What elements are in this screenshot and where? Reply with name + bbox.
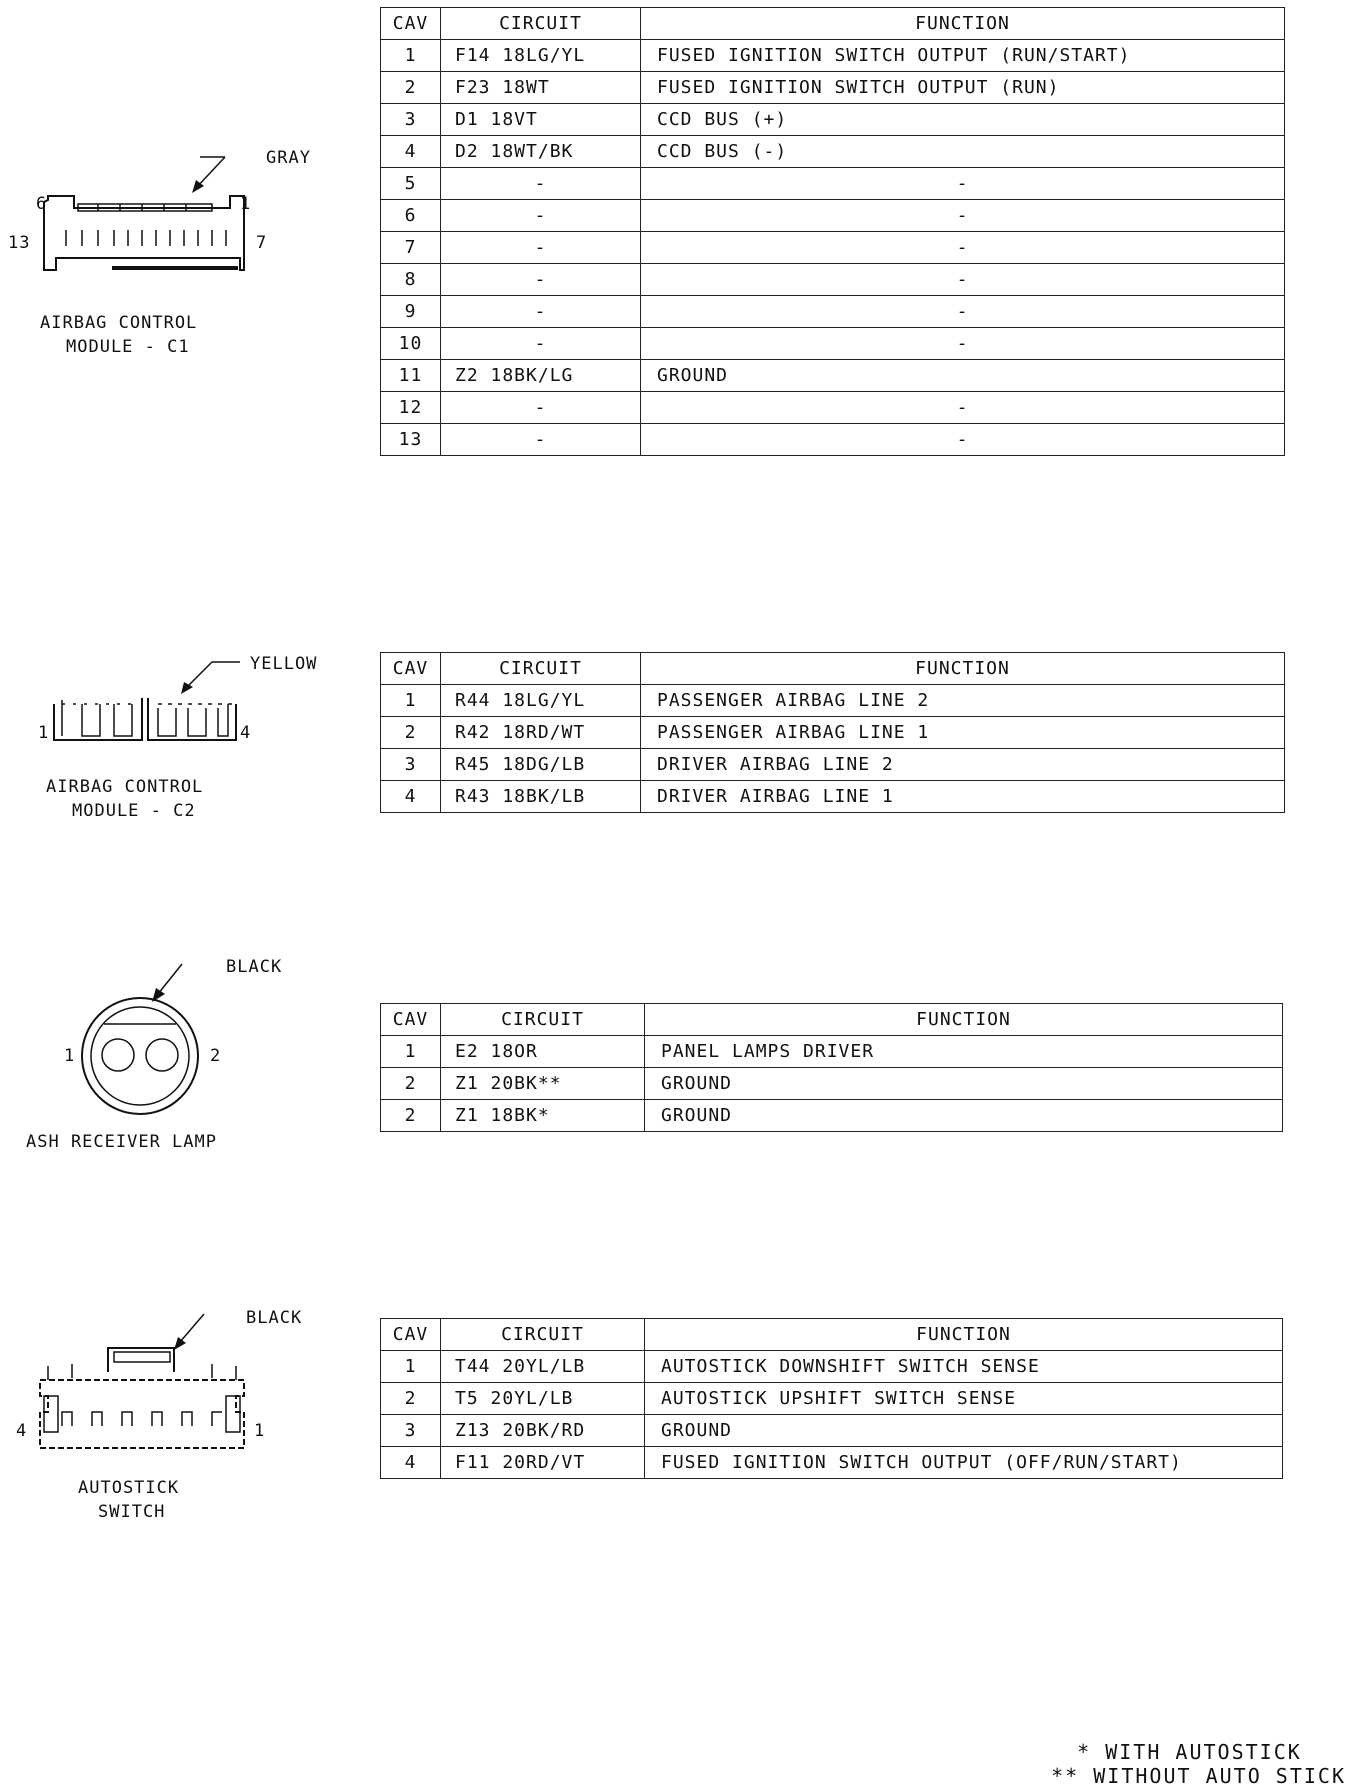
circuit-cell: Z1 20BK** xyxy=(441,1068,645,1100)
cav-cell: 2 xyxy=(381,717,441,749)
footnotes xyxy=(1051,1740,1346,1788)
function-cell: PASSENGER AIRBAG LINE 1 xyxy=(641,717,1285,749)
pointer-arrow-icon xyxy=(186,662,212,688)
pin-label: 4 xyxy=(240,723,252,743)
connector-name: AUTOSTICK xyxy=(78,1478,180,1498)
function-cell: - xyxy=(641,328,1285,360)
table-row xyxy=(381,717,1285,749)
cav-cell: 2 xyxy=(381,72,441,104)
color-label: BLACK xyxy=(226,957,283,977)
table-row xyxy=(381,1068,1283,1100)
circuit-cell: T5 20YL/LB xyxy=(441,1383,645,1415)
circuit-cell: E2 18OR xyxy=(441,1036,645,1068)
circuit-cell: D1 18VT xyxy=(441,104,641,136)
cav-cell: 4 xyxy=(381,1447,441,1479)
table-row xyxy=(381,136,1285,168)
circuit-cell: - xyxy=(441,168,641,200)
circuit-cell: R43 18BK/LB xyxy=(441,781,641,813)
connector-name: MODULE - C2 xyxy=(72,801,196,821)
table-row xyxy=(381,168,1285,200)
circuit-cell: R42 18RD/WT xyxy=(441,717,641,749)
cav-cell: 10 xyxy=(381,328,441,360)
circuit-cell: Z2 18BK/LG xyxy=(441,360,641,392)
column-header-cav: CAV xyxy=(381,1319,441,1351)
table-row xyxy=(381,1415,1283,1447)
pin-label: 13 xyxy=(8,233,31,253)
cav-cell: 12 xyxy=(381,392,441,424)
circuit-cell: Z1 18BK* xyxy=(441,1100,645,1132)
table-row xyxy=(381,1351,1283,1383)
connector-diagram-ash-receiver xyxy=(0,950,340,1170)
circuit-cell: F11 20RD/VT xyxy=(441,1447,645,1479)
function-cell: GROUND xyxy=(645,1068,1283,1100)
table-row xyxy=(381,72,1285,104)
cav-cell: 13 xyxy=(381,424,441,456)
pin-label: 7 xyxy=(256,233,268,253)
circuit-cell: - xyxy=(441,424,641,456)
table-header-row xyxy=(381,653,1285,685)
pin-label: 6 xyxy=(36,194,48,214)
connector-name: AIRBAG CONTROL xyxy=(46,777,204,797)
cav-cell: 11 xyxy=(381,360,441,392)
circuit-cell: R44 18LG/YL xyxy=(441,685,641,717)
table-row xyxy=(381,360,1285,392)
table-row xyxy=(381,328,1285,360)
connector-name: SWITCH xyxy=(98,1502,166,1522)
circuit-cell: D2 18WT/BK xyxy=(441,136,641,168)
column-header-cav: CAV xyxy=(381,1004,441,1036)
column-header-function: FUNCTION xyxy=(641,8,1285,40)
connector-diagram-c2 xyxy=(0,640,340,820)
connector-diagram-c1 xyxy=(0,130,340,370)
function-cell: - xyxy=(641,168,1285,200)
circuit-cell: - xyxy=(441,392,641,424)
cav-cell: 8 xyxy=(381,264,441,296)
cav-cell: 3 xyxy=(381,749,441,781)
circuit-cell: - xyxy=(441,328,641,360)
pinout-table-c1 xyxy=(380,7,1285,456)
function-cell: GROUND xyxy=(645,1415,1283,1447)
table-row xyxy=(381,1036,1283,1068)
cav-cell: 1 xyxy=(381,40,441,72)
function-cell: DRIVER AIRBAG LINE 2 xyxy=(641,749,1285,781)
function-cell: DRIVER AIRBAG LINE 1 xyxy=(641,781,1285,813)
connector-name: ASH RECEIVER LAMP xyxy=(26,1132,217,1152)
table-row xyxy=(381,264,1285,296)
column-header-circuit: CIRCUIT xyxy=(441,1319,645,1351)
column-header-circuit: CIRCUIT xyxy=(441,653,641,685)
function-cell: - xyxy=(641,392,1285,424)
circuit-cell: R45 18DG/LB xyxy=(441,749,641,781)
cav-cell: 1 xyxy=(381,1036,441,1068)
column-header-function: FUNCTION xyxy=(641,653,1285,685)
pin-label: 1 xyxy=(254,1421,266,1441)
function-cell: GROUND xyxy=(645,1100,1283,1132)
cav-cell: 1 xyxy=(381,685,441,717)
circuit-cell: - xyxy=(441,264,641,296)
function-cell: FUSED IGNITION SWITCH OUTPUT (OFF/RUN/START) xyxy=(645,1447,1283,1479)
function-cell: AUTOSTICK DOWNSHIFT SWITCH SENSE xyxy=(645,1351,1283,1383)
column-header-cav: CAV xyxy=(381,8,441,40)
table-header-row xyxy=(381,8,1285,40)
cav-cell: 4 xyxy=(381,781,441,813)
cav-cell: 7 xyxy=(381,232,441,264)
function-cell: FUSED IGNITION SWITCH OUTPUT (RUN/START) xyxy=(641,40,1285,72)
column-header-function: FUNCTION xyxy=(645,1004,1283,1036)
connector-name: AIRBAG CONTROL xyxy=(40,313,198,333)
circuit-cell: F14 18LG/YL xyxy=(441,40,641,72)
table-row xyxy=(381,781,1285,813)
pin-label: 1 xyxy=(64,1046,76,1066)
pin-label: 1 xyxy=(240,194,252,214)
cav-cell: 5 xyxy=(381,168,441,200)
function-cell: PASSENGER AIRBAG LINE 2 xyxy=(641,685,1285,717)
cav-cell: 2 xyxy=(381,1100,441,1132)
footnote: * WITH AUTOSTICK xyxy=(1077,1740,1302,1764)
function-cell: - xyxy=(641,424,1285,456)
cav-cell: 1 xyxy=(381,1351,441,1383)
column-header-function: FUNCTION xyxy=(645,1319,1283,1351)
footnote: ** WITHOUT AUTO STICK xyxy=(1051,1764,1346,1788)
circuit-cell: F23 18WT xyxy=(441,72,641,104)
color-label: GRAY xyxy=(266,148,311,168)
table-row xyxy=(381,1383,1283,1415)
table-row xyxy=(381,40,1285,72)
table-row xyxy=(381,424,1285,456)
column-header-cav: CAV xyxy=(381,653,441,685)
cav-cell: 4 xyxy=(381,136,441,168)
connector-name: MODULE - C1 xyxy=(66,337,190,357)
table-row xyxy=(381,749,1285,781)
circuit-cell: T44 20YL/LB xyxy=(441,1351,645,1383)
pin-label: 2 xyxy=(210,1046,222,1066)
cav-cell: 3 xyxy=(381,1415,441,1447)
function-cell: CCD BUS (+) xyxy=(641,104,1285,136)
cav-cell: 2 xyxy=(381,1383,441,1415)
function-cell: - xyxy=(641,232,1285,264)
color-label: BLACK xyxy=(246,1308,303,1328)
pinout-table-ash-receiver xyxy=(380,1003,1283,1132)
cav-cell: 9 xyxy=(381,296,441,328)
table-row xyxy=(381,1447,1283,1479)
column-header-circuit: CIRCUIT xyxy=(441,1004,645,1036)
table-row xyxy=(381,296,1285,328)
table-row xyxy=(381,104,1285,136)
function-cell: CCD BUS (-) xyxy=(641,136,1285,168)
cav-cell: 6 xyxy=(381,200,441,232)
table-header-row xyxy=(381,1319,1283,1351)
circuit-cell: - xyxy=(441,296,641,328)
table-row xyxy=(381,685,1285,717)
connector-diagram-autostick xyxy=(0,1300,340,1530)
pin-label: 1 xyxy=(38,723,50,743)
function-cell: AUTOSTICK UPSHIFT SWITCH SENSE xyxy=(645,1383,1283,1415)
function-cell: - xyxy=(641,264,1285,296)
column-header-circuit: CIRCUIT xyxy=(441,8,641,40)
cav-cell: 2 xyxy=(381,1068,441,1100)
function-cell: GROUND xyxy=(641,360,1285,392)
function-cell: - xyxy=(641,296,1285,328)
pinout-table-c2 xyxy=(380,652,1285,813)
pointer-arrow-icon xyxy=(158,964,182,994)
color-label: YELLOW xyxy=(250,654,318,674)
function-cell: - xyxy=(641,200,1285,232)
pinout-table-autostick xyxy=(380,1318,1283,1479)
function-cell: FUSED IGNITION SWITCH OUTPUT (RUN) xyxy=(641,72,1285,104)
table-header-row xyxy=(381,1004,1283,1036)
circuit-cell: - xyxy=(441,200,641,232)
table-row xyxy=(381,392,1285,424)
table-row xyxy=(381,232,1285,264)
circuit-cell: Z13 20BK/RD xyxy=(441,1415,645,1447)
table-row xyxy=(381,1100,1283,1132)
cav-cell: 3 xyxy=(381,104,441,136)
pointer-arrow-icon xyxy=(180,1314,204,1342)
circuit-cell: - xyxy=(441,232,641,264)
pin-label: 4 xyxy=(16,1421,28,1441)
function-cell: PANEL LAMPS DRIVER xyxy=(645,1036,1283,1068)
table-row xyxy=(381,200,1285,232)
